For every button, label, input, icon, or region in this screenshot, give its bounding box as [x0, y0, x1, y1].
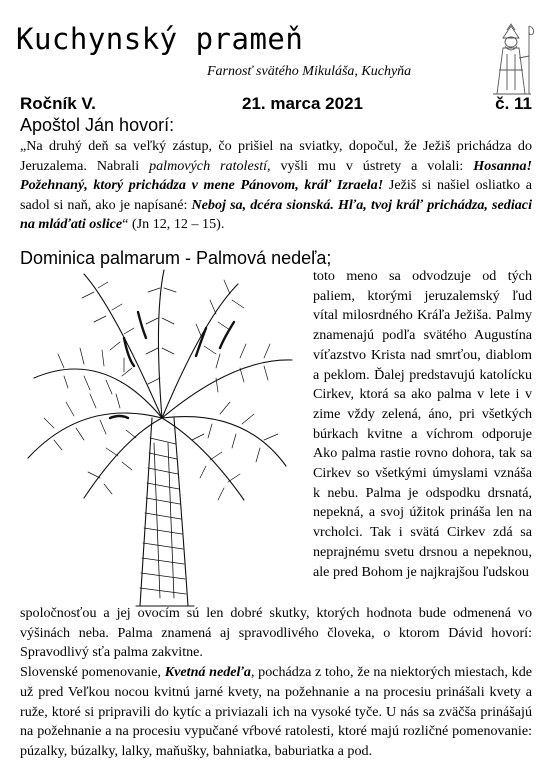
- saint-nicholas-logo-icon: [485, 20, 537, 98]
- masthead: [16, 22, 303, 56]
- issue-number: č. 11: [495, 94, 532, 113]
- gospel-quote: [20, 137, 532, 235]
- slovak-name-text-2: , pochádza z toho, že na niektorých miestach, kde už pred Veľkou nocou kvitnú jarné kvety, na požehnanie a na procesiu prinášali kvety a ruže, ktoré si pripravili do kytíc a priviazali ich na vysoké tyče. U nás sa zväčša prinášajú na požehnanie a na procesiu vypučané vŕbové ratolesti, ktoré majú rozličné pomenovanie: púzalky, búzalky, lalky, maňušky, bahniatka, baburiatka a pod.: [20, 664, 532, 759]
- newsletter-title: Kuchynský prameň: [16, 22, 304, 56]
- quote-emphasis: palmových ratolestí: [149, 157, 268, 174]
- slovak-name-text-1: Slovenské pomenovanie,: [20, 664, 165, 681]
- parish-subtitle: Farnosť svätého Mikuláša, Kuchyňa: [207, 64, 412, 79]
- quote-text-2: , vyšli mu v ústrety a volali:: [267, 157, 474, 174]
- quote-text-3: Ježiš si našiel osliatko a sadol si naň, ako je napísané:: [20, 177, 533, 213]
- quote-text-1: „Na druhý deň sa veľký zástup, čo prišiel na sviatky, dopočul, že Ježiš prichádza do Jeruzalema. Nabrali: [20, 138, 532, 174]
- quote-bold-1: Hosanna! Požehnaný, ktorý prichádza v mene Pánovom, kráľ Izraela!: [20, 157, 533, 194]
- paragraph-palm-meaning: spoločnosťou a jej ovocím sú len dobré skutky, ktorých hodnota bude odmenená vo výšinách neba. Palma znamená aj spravodlivého človeka, o ktorom Dávid hovorí: Spravodlivý sťa palma zakvitne.: [20, 605, 532, 661]
- quote-bold-2: Neboj sa, dcéra sionská. Hľa, tvoj kráľ prichádza, sediaci na mláďati oslice: [20, 196, 532, 233]
- quote-text-4: “ (Jn 12, 12 – 15).: [122, 216, 225, 233]
- paragraph-slovak-name: [20, 663, 532, 762]
- palm-sunday-column-text: toto meno sa odvodzuje od tých paliem, ktorými jeruzalemský ľud vítal milosrdného Kráľa Ježiša. Palmy znamenajú podľa svätého Augustína víťazstvo Krista nad smrťou, diablom a peklom. Ďalej predstavujú katolícku Cirkev, ktorá sa ako palma v lete i v zime vždy zelená, áno, pri všetkých búrkach kvitne a víchrom odporuje Ako palma rastie rovno dohora, tak sa Cirkev so všetkými úmyslami vznáša k nebu. Palma je odspodku drsnatá, nepekná, a svoj úžitok prináša len na vrcholci. Tak i svätá Cirkev zdá sa neprajnému svetu drsnou a nepeknou, ale pred Bohom je najkrajšou ľudskou: [313, 268, 532, 580]
- slovak-name-bold: Kvetná nedeľa: [164, 664, 251, 681]
- volume-label: Ročník V.: [20, 94, 96, 113]
- section-heading-apostle: Apoštol Ján hovorí:: [20, 115, 175, 135]
- palm-tree-illustration-icon: [24, 268, 308, 610]
- issue-info: [20, 94, 532, 114]
- issue-date: 21. marca 2021: [242, 94, 363, 113]
- palm-sunday-full-text: [20, 604, 532, 762]
- section-heading-palm-sunday: Dominica palmarum - Palmová nedeľa;: [20, 248, 332, 268]
